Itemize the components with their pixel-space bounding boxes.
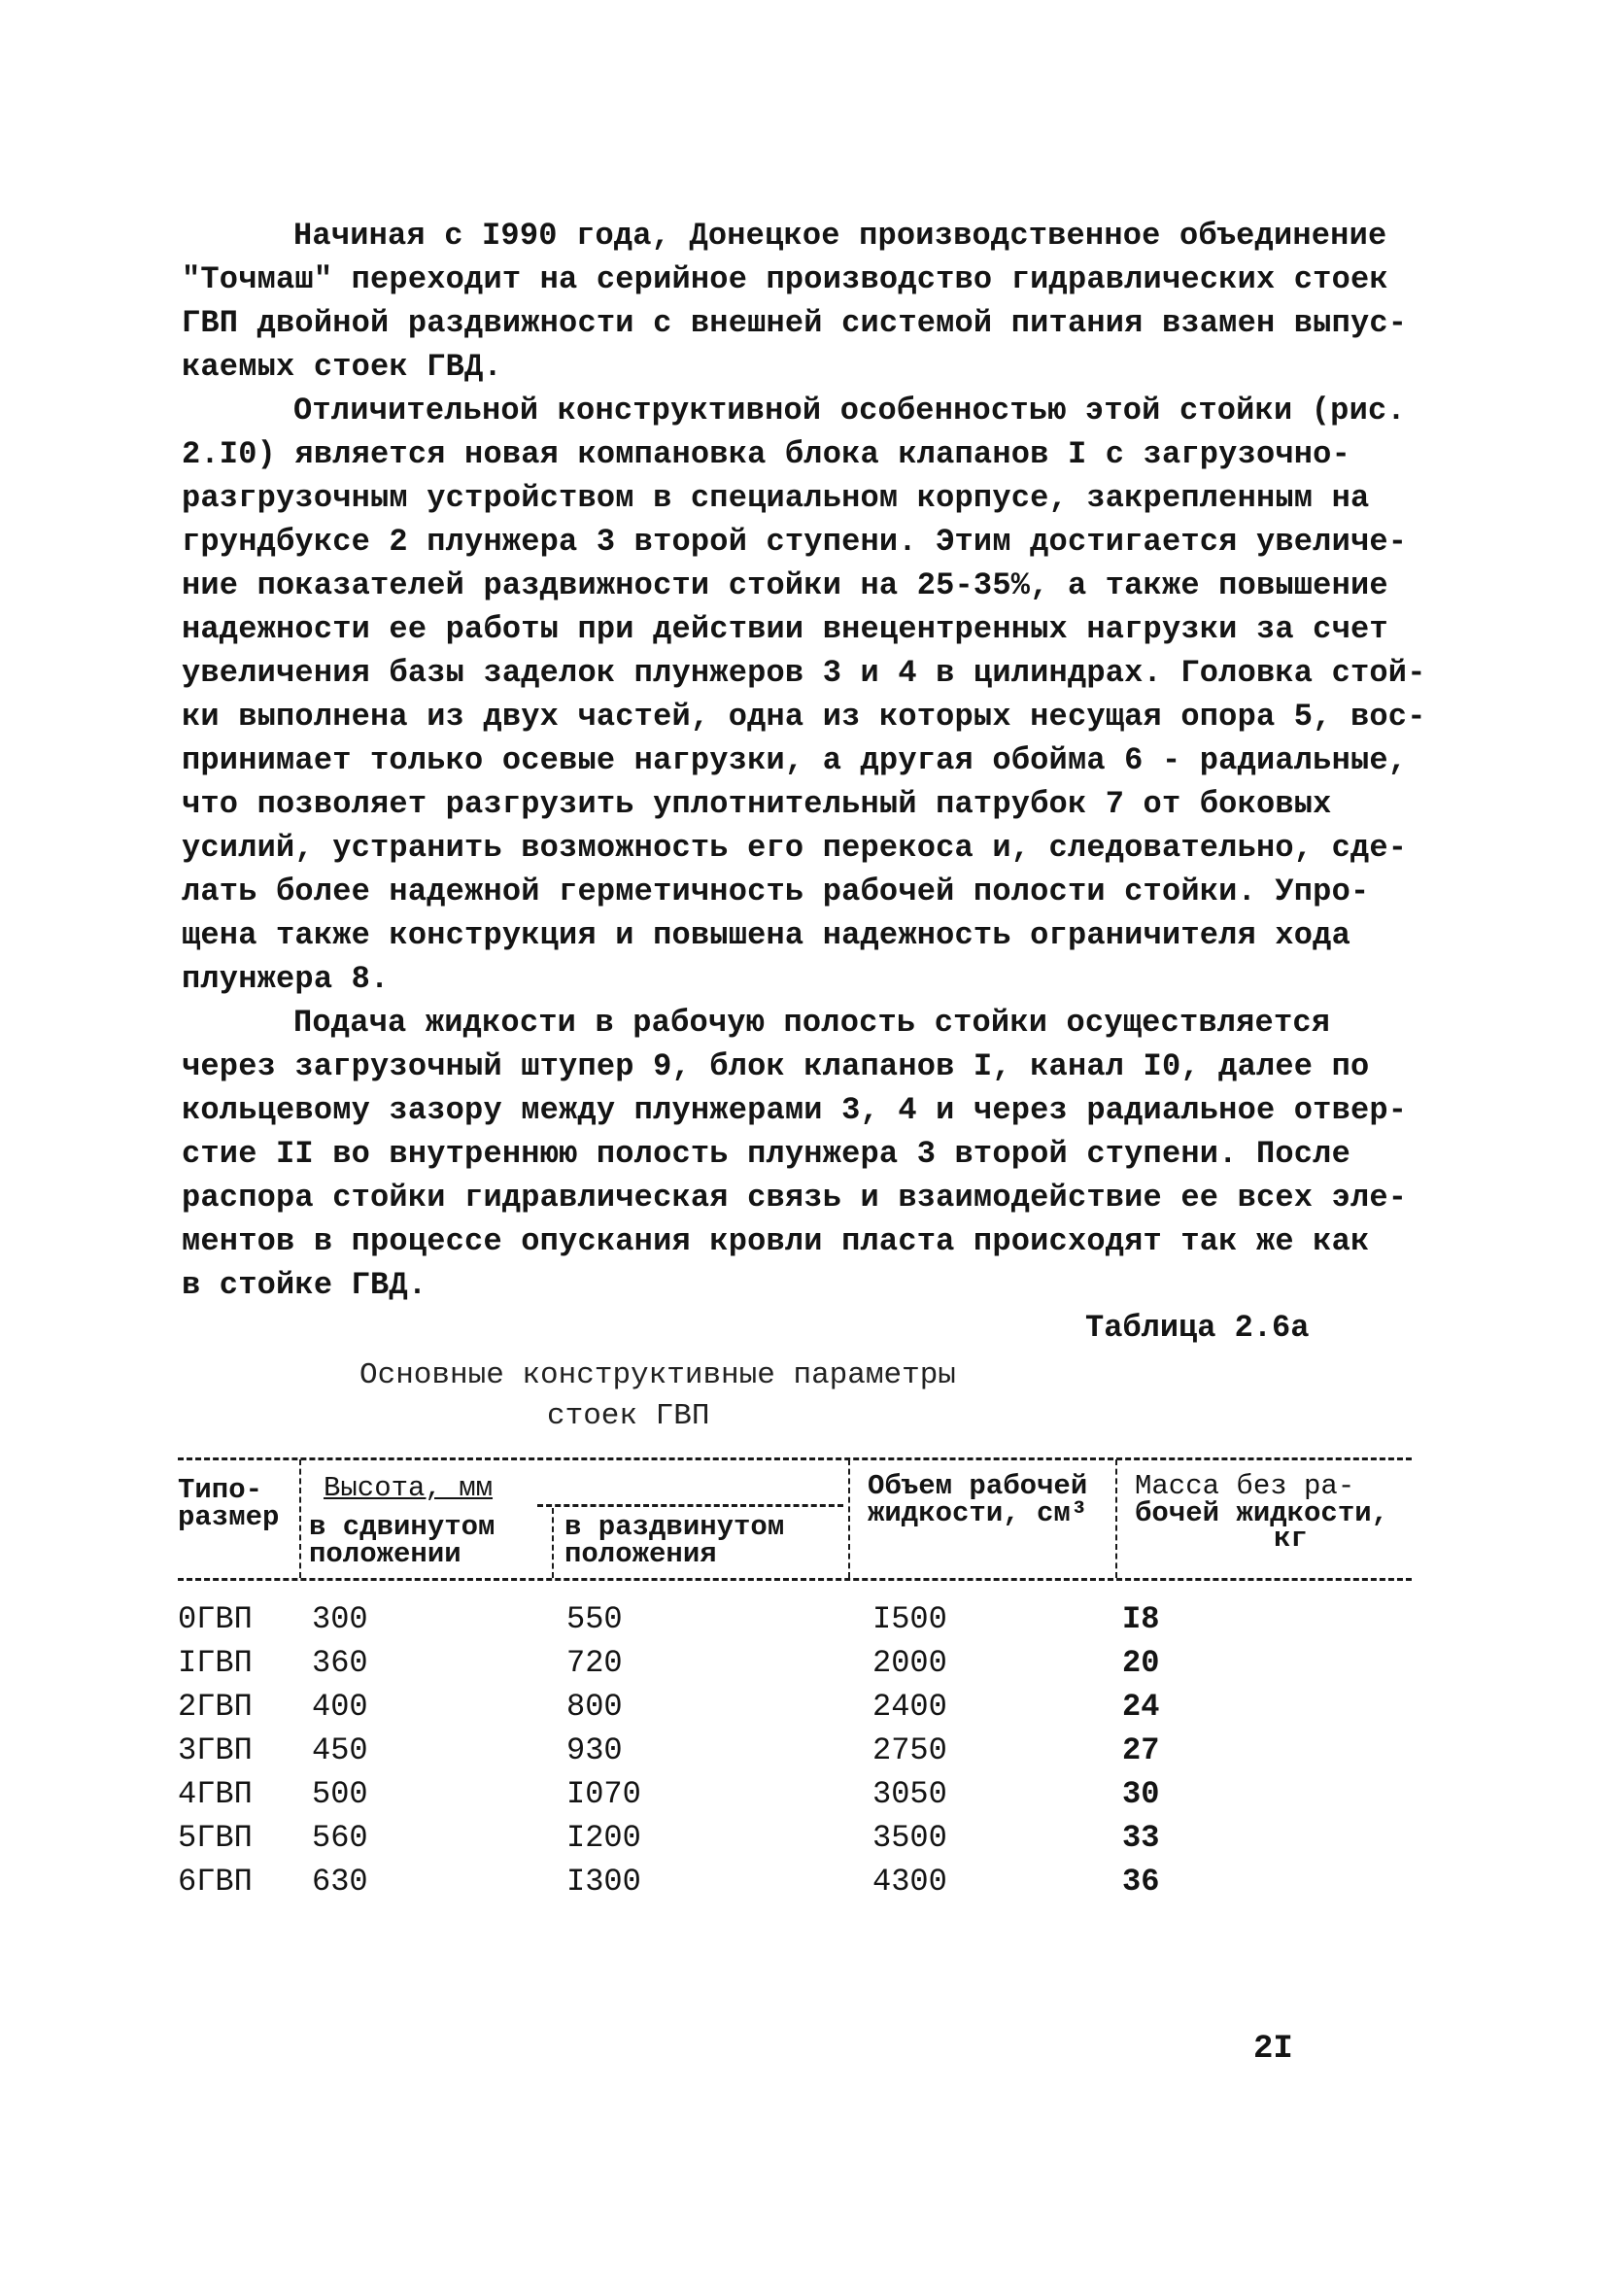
cell-mass: 20 <box>1122 1645 1160 1681</box>
column-divider <box>1115 1459 1117 1578</box>
paragraph-line: ментов в процессе опускания кровли пласта происходят так же как <box>182 1223 1370 1259</box>
cell-height-low: 560 <box>312 1820 368 1856</box>
cell-height-high: I300 <box>566 1864 641 1900</box>
paragraph-line: ки выполнена из двух частей, одна из которых несущая опора 5, вос- <box>182 699 1426 735</box>
cell-type: IГВП <box>178 1645 253 1681</box>
paragraph-2 <box>182 389 1426 1001</box>
paragraph-line: грундбуксе 2 плунжера 3 второй ступени. Этим достигается увеличе- <box>182 524 1408 560</box>
cell-type: 0ГВП <box>178 1601 253 1637</box>
paragraph-line: через загрузочный штупер 9, блок клапанов I, канал I0, далее по <box>182 1048 1370 1084</box>
cell-volume: 2750 <box>872 1732 947 1768</box>
paragraph-line: разгрузочным устройством в специальном корпусе, закрепленным на <box>182 480 1370 516</box>
paragraph-line: ние показателей раздвижности стойки на 25-35%, а также повышение <box>182 567 1388 603</box>
header-mass-line-2: бочей жидкости, <box>1135 1497 1389 1529</box>
header-mass-line-1: Масса без ра- <box>1135 1470 1355 1502</box>
header-volume-line-1: Объем рабочей <box>868 1470 1088 1502</box>
paragraph-line: каемых стоек ГВД. <box>182 349 502 385</box>
paragraph-line: распора стойки гидравлическая связь и взаимодействие ее всех эле- <box>182 1180 1408 1216</box>
cell-height-low: 500 <box>312 1776 368 1812</box>
header-volume-line-2: жидкости, см³ <box>868 1497 1088 1529</box>
cell-height-high: 550 <box>566 1601 623 1637</box>
paragraph-1 <box>182 214 1408 389</box>
paragraph-line: ГВП двойной раздвижности с внешней системой питания взамен выпус- <box>182 305 1408 341</box>
table-row <box>178 1601 1431 1645</box>
table-header-bottom-rule <box>178 1578 1412 1581</box>
table-caption-line-1: Основные конструктивные параметры <box>359 1358 956 1392</box>
paragraph-line: кольцевому зазору между плунжерами 3, 4 и через радиальное отвер- <box>182 1092 1408 1128</box>
paragraph-line: плунжера 8. <box>182 961 390 997</box>
cell-volume: 2400 <box>872 1689 947 1725</box>
paragraph-line: надежности ее работы при действии внецентренных нагрузки за счет <box>182 611 1388 647</box>
page-number: 2I <box>1253 2031 1293 2068</box>
cell-type: 3ГВП <box>178 1732 253 1768</box>
cell-height-low: 300 <box>312 1601 368 1637</box>
header-height-low-line-1: в сдвинутом <box>309 1511 495 1543</box>
paragraph-line: лать более надежной герметичность рабочей полости стойки. Упро- <box>182 874 1370 909</box>
column-divider <box>552 1508 554 1578</box>
paragraph-line: Подача жидкости в рабочую полость стойки осуществляется <box>293 1005 1331 1041</box>
header-height-high-line-2: положения <box>564 1538 717 1570</box>
paragraph-line: Отличительной конструктивной особенностью этой стойки (рис. <box>293 393 1406 428</box>
header-type-line-1: Типо- <box>178 1474 263 1506</box>
table-label: Таблица 2.6а <box>1085 1310 1310 1346</box>
parameters-table <box>178 1448 1431 1914</box>
cell-volume: 4300 <box>872 1864 947 1900</box>
header-height-group: Высота, мм <box>324 1472 494 1504</box>
cell-volume: 2000 <box>872 1645 947 1681</box>
paragraph-3 <box>182 1001 1408 1307</box>
header-mass-line-3: кг <box>1274 1523 1308 1555</box>
cell-type: 2ГВП <box>178 1689 253 1725</box>
cell-height-low: 400 <box>312 1689 368 1725</box>
height-group-rule <box>537 1504 843 1507</box>
table-row <box>178 1689 1431 1732</box>
cell-mass: 33 <box>1122 1820 1160 1856</box>
column-divider <box>299 1459 301 1578</box>
cell-height-high: I070 <box>566 1776 641 1812</box>
paragraph-line: Начиная с I990 года, Донецкое производственное объединение <box>293 218 1387 254</box>
column-divider <box>848 1459 850 1578</box>
table-row <box>178 1864 1431 1907</box>
cell-volume: I500 <box>872 1601 947 1637</box>
cell-mass: 36 <box>1122 1864 1160 1900</box>
paragraph-line: 2.I0) является новая компановка блока клапанов I с загрузочно- <box>182 436 1350 472</box>
header-type-line-2: размер <box>178 1501 280 1533</box>
cell-height-low: 360 <box>312 1645 368 1681</box>
paragraph-line: стие II во внутреннюю полость плунжера 3 второй ступени. После <box>182 1136 1350 1172</box>
paragraph-line: что позволяет разгрузить уплотнительный патрубок 7 от боковых <box>182 786 1332 822</box>
table-row <box>178 1645 1431 1689</box>
cell-height-high: 930 <box>566 1732 623 1768</box>
paragraph-line: щена также конструкция и повышена надежность ограничителя хода <box>182 917 1350 953</box>
table-top-rule <box>178 1457 1412 1460</box>
cell-height-high: I200 <box>566 1820 641 1856</box>
cell-type: 5ГВП <box>178 1820 253 1856</box>
paragraph-line: "Точмаш" переходит на серийное производство гидравлических стоек <box>182 261 1388 297</box>
cell-height-low: 450 <box>312 1732 368 1768</box>
cell-height-low: 630 <box>312 1864 368 1900</box>
cell-type: 4ГВП <box>178 1776 253 1812</box>
cell-mass: 24 <box>1122 1689 1160 1725</box>
cell-height-high: 800 <box>566 1689 623 1725</box>
cell-mass: 30 <box>1122 1776 1160 1812</box>
table-row <box>178 1776 1431 1820</box>
cell-type: 6ГВП <box>178 1864 253 1900</box>
paragraph-line: в стойке ГВД. <box>182 1267 427 1303</box>
paragraph-line: усилий, устранить возможность его перекоса и, следовательно, сде- <box>182 830 1408 866</box>
table-row <box>178 1732 1431 1776</box>
table-row <box>178 1820 1431 1864</box>
cell-mass: I8 <box>1122 1601 1160 1637</box>
header-height-low-line-2: положении <box>309 1538 461 1570</box>
cell-volume: 3050 <box>872 1776 947 1812</box>
table-caption-line-2: стоек ГВП <box>547 1399 710 1433</box>
paragraph-line: увеличения базы заделок плунжеров 3 и 4 в цилиндрах. Головка стой- <box>182 655 1426 691</box>
cell-height-high: 720 <box>566 1645 623 1681</box>
cell-mass: 27 <box>1122 1732 1160 1768</box>
cell-volume: 3500 <box>872 1820 947 1856</box>
header-height-high-line-1: в раздвинутом <box>564 1511 785 1543</box>
paragraph-line: принимает только осевые нагрузки, а другая обойма 6 - радиальные, <box>182 742 1408 778</box>
